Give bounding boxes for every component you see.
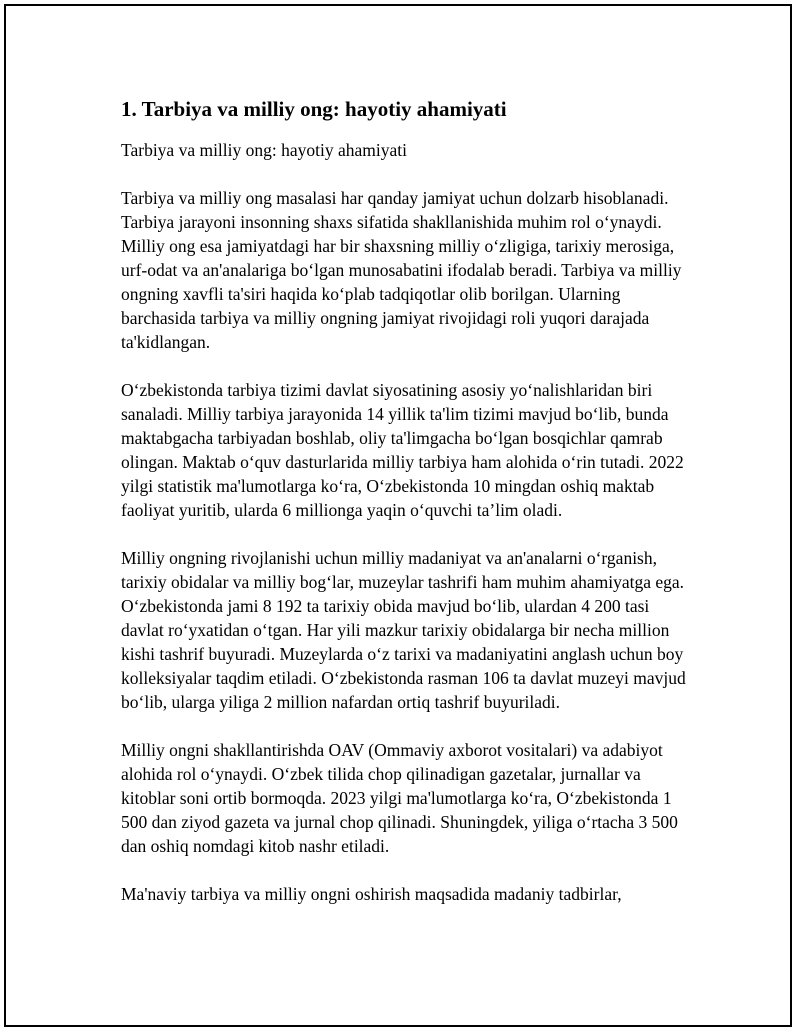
paragraph-1: Tarbiya va milliy ong masalasi har qanday jamiyat uchun dolzarb hisoblanadi. Tarbiya jarayoni insonning shaxs sifatida shakllanishida muhim rol o‘ynaydi. Milliy ong esa jamiyatdagi har bir shaxsning milliy o‘zligiga, tarixiy merosiga, urf-odat va an'analariga bo‘lgan munosabatini ifodalab beradi. Tarbiya va milliy ongning xavfli ta'siri haqida ko‘plab tadqiqotlar olib borilgan. Ularning barchasida tarbiya va milliy ongning jamiyat rivojidagi roli yuqori darajada ta'kidlangan. xyxy=(121,188,682,352)
section-heading: 1. Tarbiya va milliy ong: hayotiy ahamiyati xyxy=(121,97,507,121)
paragraph-3: Milliy ongning rivojlanishi uchun milliy madaniyat va an'analarni o‘rganish, tarixiy obidalar va milliy bog‘lar, muzeylar tashrifi ham muhim ahamiyatga ega. O‘zbekistonda jami 8 192 ta tarixiy obida mavjud bo‘lib, ulardan 4 200 tasi davlat ro‘yxatidan o‘tgan. Har yili mazkur tarixiy obidalarga bir necha million kishi tashrif buyuradi. Muzeylarda o‘z tarixi va madaniyatini anglash uchun boy kolleksiyalar taqdim etiladi. O‘zbekistonda rasman 106 ta davlat muzeyi mavjud bo‘lib, ularga yiliga 2 million nafardan ortiq tashrif buyuriladi. xyxy=(121,548,686,712)
paragraph-2: O‘zbekistonda tarbiya tizimi davlat siyosatining asosiy yo‘nalishlaridan biri sanaladi. Milliy tarbiya jarayonida 14 yillik ta'lim tizimi mavjud bo‘lib, bunda maktabgacha tarbiyadan boshlab, oliy ta'limgacha bo‘lgan bosqichlar qamrab olingan. Maktab o‘quv dasturlarida milliy tarbiya ham alohida o‘rin tutadi. 2022 yilgi statistik ma'lumotlarga ko‘ra, O‘zbekistonda 10 mingdan oshiq maktab faoliyat yuritib, ularda 6 millionga yaqin o‘quvchi ta’lim oladi. xyxy=(121,380,684,520)
paragraph-5: Ma'naviy tarbiya va milliy ongni oshirish maqsadida madaniy tadbirlar, xyxy=(121,884,622,904)
document-body xyxy=(121,96,686,930)
paragraph-4: Milliy ongni shakllantirishda OAV (Ommaviy axborot vositalari) va adabiyot alohida rol o‘ynaydi. O‘zbek tilida chop qilinadigan gazetalar, jurnallar va kitoblar soni ortib bormoqda. 2023 yilgi ma'lumotlarga ko‘ra, O‘zbekistonda 1 500 dan ziyod gazeta va jurnal chop qilinadi. Shuningdek, yiliga o‘rtacha 3 500 dan oshiq nomdagi kitob nashr etiladi. xyxy=(121,740,678,856)
page-frame xyxy=(4,4,792,1027)
section-subtitle: Tarbiya va milliy ong: hayotiy ahamiyati xyxy=(121,140,407,160)
